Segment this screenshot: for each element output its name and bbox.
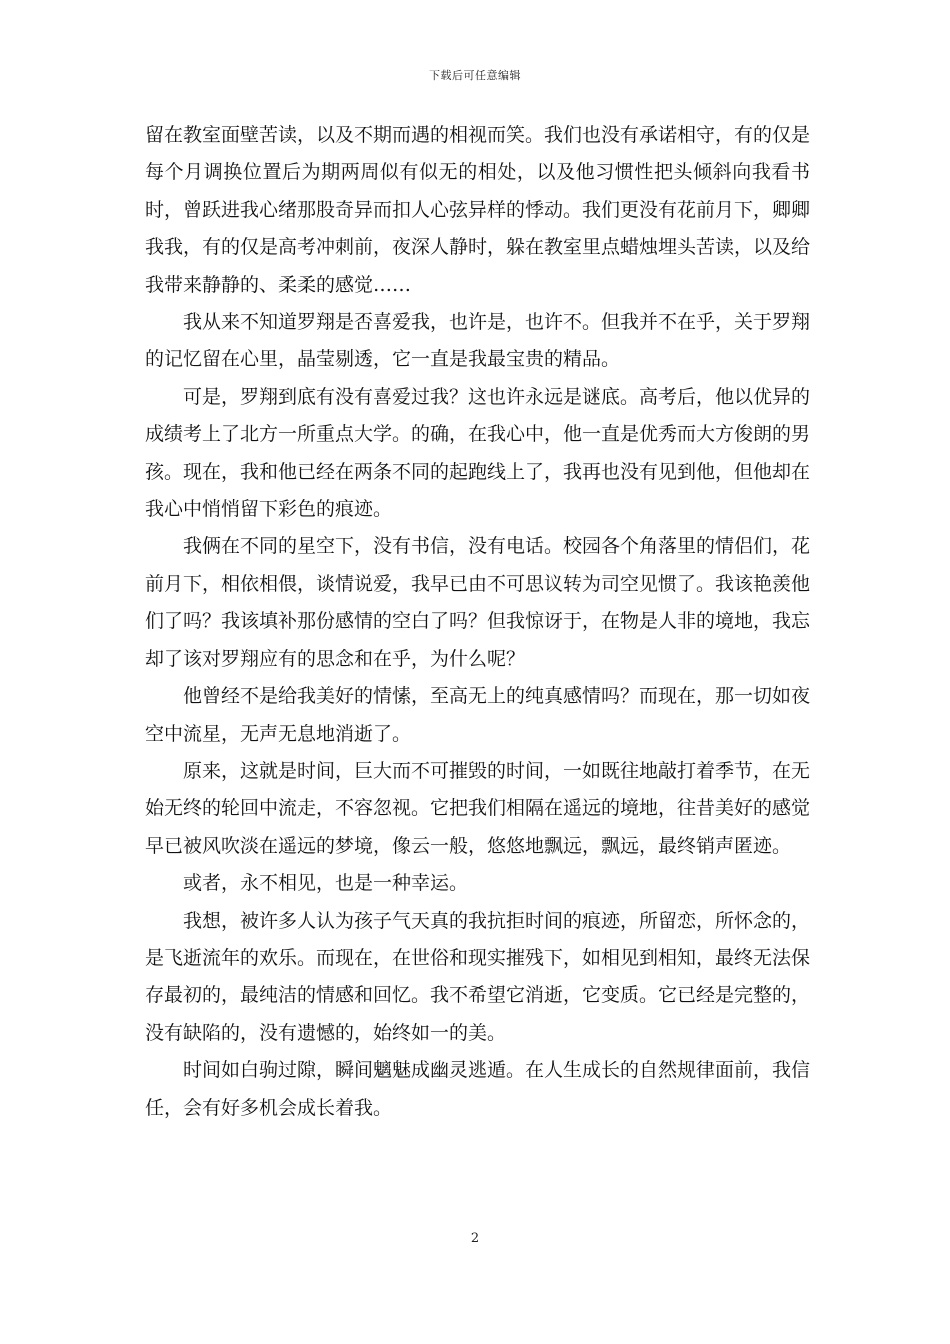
page-number: 2 — [470, 1231, 480, 1246]
paragraph: 我俩在不同的星空下，没有书信，没有电话。校园各个角落里的情侣们，花前月下，相依相偎，谈情说爱，我早已由不可思议转为司空见惯了。我该艳羡他们了吗？我该填补那份感情的空白了吗？但我惊讶于，在物是人非的境地，我忘却了该对罗翔应有的思念和在乎，为什么呢？ — [145, 535, 811, 670]
paragraph: 他曾经不是给我美好的情愫，至高无上的纯真感情吗？而现在，那一切如夜空中流星，无声无息地消逝了。 — [145, 685, 811, 745]
paragraph: 或者，永不相见，也是一种幸运。 — [183, 872, 469, 895]
paragraph: 我想，被许多人认为孩子气天真的我抗拒时间的痕迹，所留恋，所怀念的，是飞逝流年的欢乐。而现在，在世俗和现实摧残下，如相见到相知，最终无法保存最初的，最纯洁的情感和回忆。我不希望它消逝，它变质。它已经是完整的，没有缺陷的，没有遗憾的，始终如一的美。 — [145, 909, 811, 1044]
paragraph: 留在教室面壁苦读，以及不期而遇的相视而笑。我们也没有承诺相守，有的仅是每个月调换位置后为期两周似有似无的相处，以及他习惯性把头倾斜向我看书时，曾跃进我心绪那股奇异而扣人心弦异样的悸动。我们更没有花前月下，卿卿我我，有的仅是高考冲刺前，夜深人静时，躲在教室里点蜡烛埋头苦读，以及给我带来静静的、柔柔的感觉…… — [145, 124, 811, 296]
page-header: 下载后可任意编辑 — [429, 69, 521, 82]
paragraph: 原来，这就是时间，巨大而不可摧毁的时间，一如既往地敲打着季节，在无始无终的轮回中流走，不容忽视。它把我们相隔在遥远的境地，往昔美好的感觉早已被风吹淡在遥远的梦境，像云一般，悠悠地飘远，飘远，最终销声匿迹。 — [145, 759, 811, 857]
paragraph: 时间如白驹过隙，瞬间魑魅成幽灵逃遁。在人生成长的自然规律面前，我信任，会有好多机会成长着我。 — [145, 1059, 811, 1119]
paragraph: 可是，罗翔到底有没有喜爱过我？这也许永远是谜底。高考后，他以优异的成绩考上了北方一所重点大学。的确，在我心中，他一直是优秀而大方俊朗的男孩。现在，我和他已经在两条不同的起跑线上了，我再也没有见到他，但他却在我心中悄悄留下彩色的痕迹。 — [145, 385, 811, 521]
body-text — [145, 117, 810, 1127]
paragraph: 我从来不知道罗翔是否喜爱我，也许是，也许不。但我并不在乎，关于罗翔的记忆留在心里，晶莹剔透，它一直是我最宝贵的精品。 — [145, 311, 811, 371]
